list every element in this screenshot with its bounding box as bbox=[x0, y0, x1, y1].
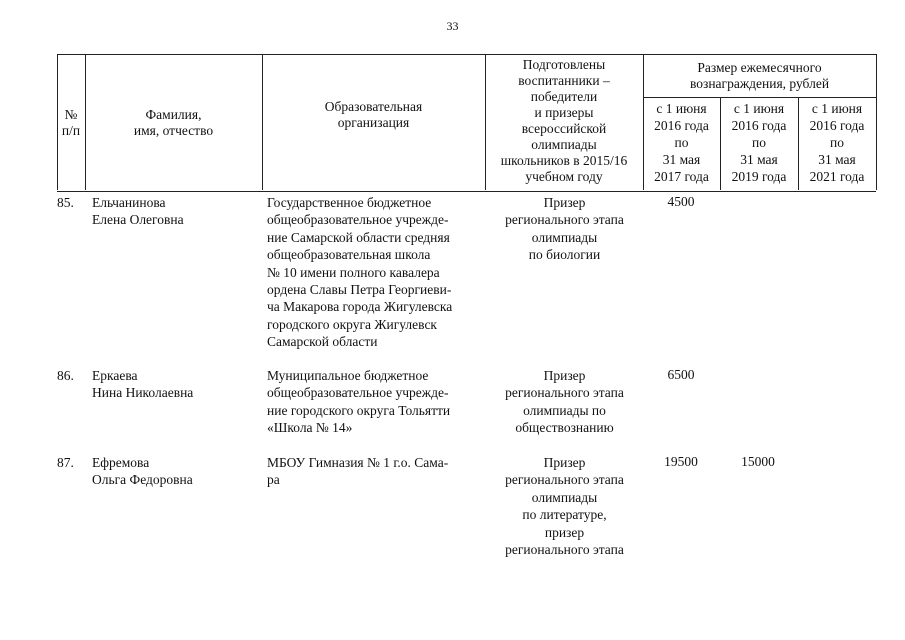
achievement-text: Призер регионального этапа олимпиады по биологии bbox=[505, 195, 624, 263]
organization-text: Муниципальное бюджетное общеобразовательное учрежде- ние городского округа Тольятти «Школа № 14» bbox=[267, 368, 451, 436]
amount-2017: 19500 bbox=[664, 454, 698, 469]
person-name: Еркаева Нина Николаевна bbox=[92, 368, 194, 401]
header-award: Размер ежемесячного вознаграждения, рублей bbox=[689, 60, 830, 91]
organization-text: МБОУ Гимназия № 1 г.о. Сама- ра bbox=[267, 455, 449, 488]
header-name: Фамилия, имя, отчество bbox=[133, 107, 214, 138]
person-name: Ельчанинова Елена Олеговна bbox=[92, 195, 184, 228]
header-num: № п/п bbox=[61, 107, 81, 138]
organization-text: Государственное бюджетное общеобразовательное учрежде- ние Самарской области средняя общеобразовательная школа № 10 имени полного кавалера ордена Славы Петра Георгиеви- ча Макарова города Жигулевска городского округа Жигулевск Самарской области bbox=[267, 195, 453, 350]
row-line bbox=[643, 97, 876, 98]
amount-2019: 15000 bbox=[741, 454, 775, 469]
row-number: 85. bbox=[57, 195, 74, 210]
row-number: 86. bbox=[57, 368, 74, 383]
person-name: Ефремова Ольга Федоровна bbox=[92, 455, 193, 488]
row-number: 87. bbox=[57, 455, 74, 470]
header-period-2017: с 1 июня 2016 года по 31 мая 2017 года bbox=[654, 101, 709, 184]
header-prepared: Подготовлены воспитанники – победители и призеры всероссийской олимпиады школьников в 2015/16 учебном году bbox=[500, 57, 628, 184]
col-line bbox=[876, 54, 877, 190]
header-period-2019: с 1 июня 2016 года по 31 мая 2019 года bbox=[731, 101, 787, 184]
amount-2017: 6500 bbox=[667, 367, 695, 382]
achievement-text: Призер регионального этапа олимпиады по литературе, призер регионального этапа bbox=[505, 455, 624, 558]
amount-2017: 4500 bbox=[667, 194, 695, 209]
header-organization: Образовательная организация bbox=[324, 99, 423, 130]
page-number: 33 bbox=[446, 19, 459, 33]
header-period-2021: с 1 июня 2016 года по 31 мая 2021 года bbox=[809, 101, 865, 184]
achievement-text: Призер регионального этапа олимпиады по обществознанию bbox=[505, 368, 624, 436]
